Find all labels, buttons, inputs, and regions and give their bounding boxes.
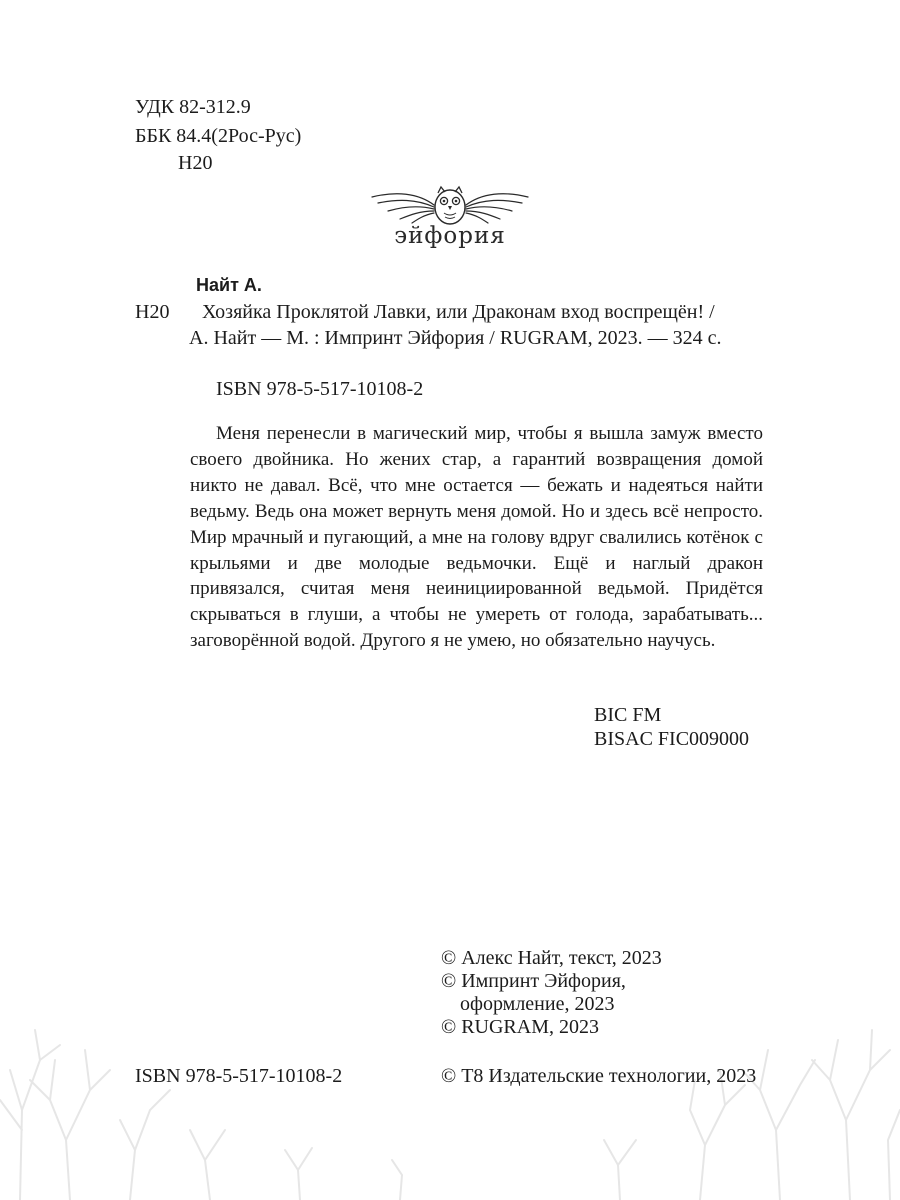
owl-wings-icon bbox=[368, 183, 532, 227]
copyright-author: © Алекс Найт, текст, 2023 bbox=[441, 947, 662, 969]
record-isbn: ISBN 978-5-517-10108-2 bbox=[216, 378, 424, 400]
author-mark: Н20 bbox=[178, 152, 213, 174]
record-index: Н20 bbox=[135, 301, 170, 323]
udk-code: УДК 82-312.9 bbox=[135, 96, 251, 118]
copyright-imprint-design: оформление, 2023 bbox=[460, 993, 615, 1015]
record-title-line: Хозяйка Проклятой Лавки, или Драконам вход воспрещён! / bbox=[202, 301, 715, 323]
footer-isbn: ISBN 978-5-517-10108-2 bbox=[135, 1065, 343, 1087]
annotation-text: Меня перенесли в магический мир, чтобы я вышла замуж вместо своего двойника. Но жених стар, а гарантий возвращения домой никто не давал. Всё, что мне остается — бежать и надеяться найти ведьму. Ведь она может вернуть меня домой. Но и здесь всё непросто. Мир мрачный и пугающий, а мне на голову вдруг свалились котёнок с крыльями и две молодые ведьмочки. Ещё и наглый дракон привязался, считая меня неинициированной ведьмой. Придётся скрываться в глуши, а чтобы не умереть от голода, зарабатывать... заговорённой водой. Другого я не умею, но обязательно научусь. bbox=[190, 423, 763, 652]
bbk-code: ББК 84.4(2Рос-Рус) bbox=[135, 125, 302, 147]
book-annotation bbox=[190, 421, 763, 654]
copyright-imprint: © Импринт Эйфория, bbox=[441, 970, 626, 992]
publisher-name: эйфория bbox=[394, 223, 506, 249]
bisac-code: BISAC FIC009000 bbox=[594, 728, 750, 750]
copyright-t8: © Т8 Издательские технологии, 2023 bbox=[441, 1065, 757, 1087]
bic-code: BIC FM bbox=[594, 704, 662, 726]
author-name: Найт А. bbox=[196, 275, 262, 295]
record-imprint-line: А. Найт — М. : Импринт Эйфория / RUGRAM, 2023. — 324 с. bbox=[189, 327, 722, 349]
copyright-rugram: © RUGRAM, 2023 bbox=[441, 1016, 599, 1038]
publisher-logo bbox=[368, 183, 532, 255]
